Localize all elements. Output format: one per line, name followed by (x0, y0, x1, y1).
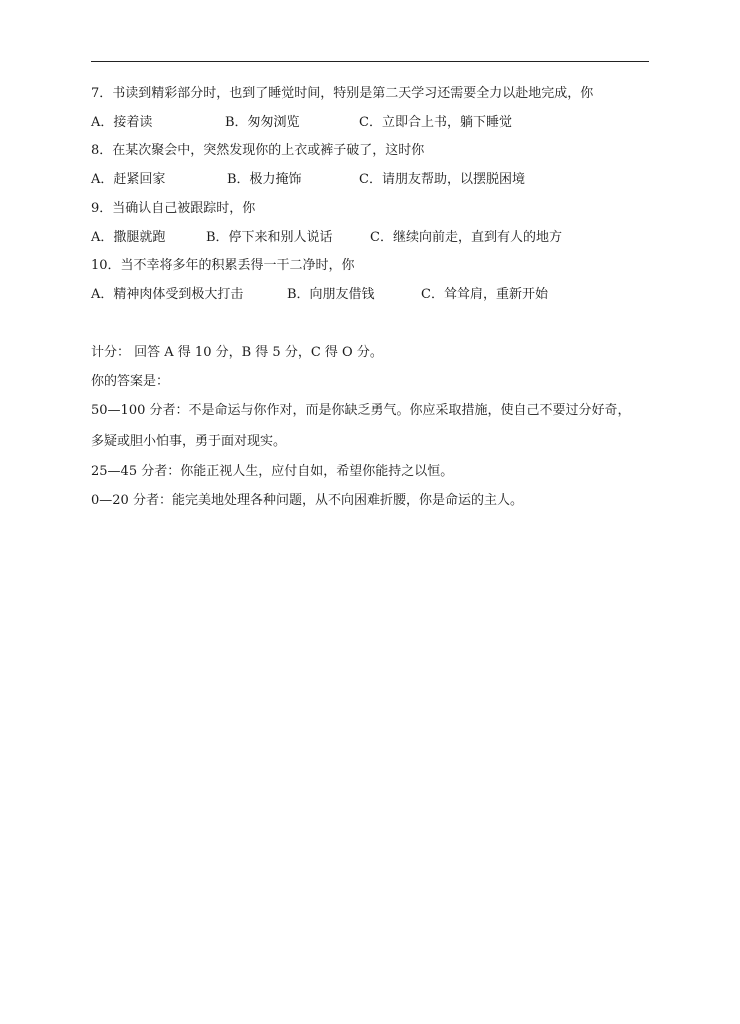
header-rule (91, 61, 649, 62)
question-options (91, 230, 631, 246)
question-stem: 8．在某次聚会中，突然发现你的上衣或裤子破了，这时你 (91, 143, 425, 158)
your-answer-label: 你的答案是： (91, 374, 170, 389)
scoring-rule: 计分： 回答 A 得 10 分，B 得 5 分，C 得 O 分。 (91, 345, 383, 360)
option-a: A．精神肉体受到极大打击 (91, 287, 244, 302)
option-c: C．请朋友帮助，以摆脱困境 (359, 172, 525, 187)
option-a: A．赶紧回家 (91, 172, 166, 187)
option-c: C．继续向前走，直到有人的地方 (370, 230, 562, 245)
result-low: 0—20 分者：能完美地处理各种问题，从不向困难折腰，你是命运的主人。 (91, 493, 523, 508)
option-b: B．极力掩饰 (227, 172, 302, 187)
option-b: B．停下来和别人说话 (206, 230, 333, 245)
question-options (91, 115, 631, 131)
result-high-cont: 多疑或胆小怕事，勇于面对现实。 (91, 434, 287, 449)
option-c: C．耸耸肩，重新开始 (421, 287, 548, 302)
option-a: A．撒腿就跑 (91, 230, 166, 245)
option-b: B．向朋友借钱 (287, 287, 375, 302)
question-stem: 9．当确认自己被跟踪时，你 (91, 201, 256, 216)
question-stem: 10．当不幸将多年的积累丢得一干二净时，你 (91, 258, 355, 273)
result-high: 50—100 分者：不是命运与你作对，而是你缺乏勇气。你应采取措施，使自己不要过分好奇， (91, 403, 631, 418)
question-options (91, 287, 631, 303)
option-a: A．接着读 (91, 115, 153, 130)
option-c: C．立即合上书，躺下睡觉 (359, 115, 512, 130)
question-stem: 7．书读到精彩部分时，也到了睡觉时间，特别是第二天学习还需要全力以赴地完成，你 (91, 86, 594, 101)
result-mid: 25—45 分者：你能正视人生，应付自如，希望你能持之以恒。 (91, 464, 454, 479)
option-b: B．匆匆浏览 (225, 115, 300, 130)
question-options (91, 172, 631, 188)
